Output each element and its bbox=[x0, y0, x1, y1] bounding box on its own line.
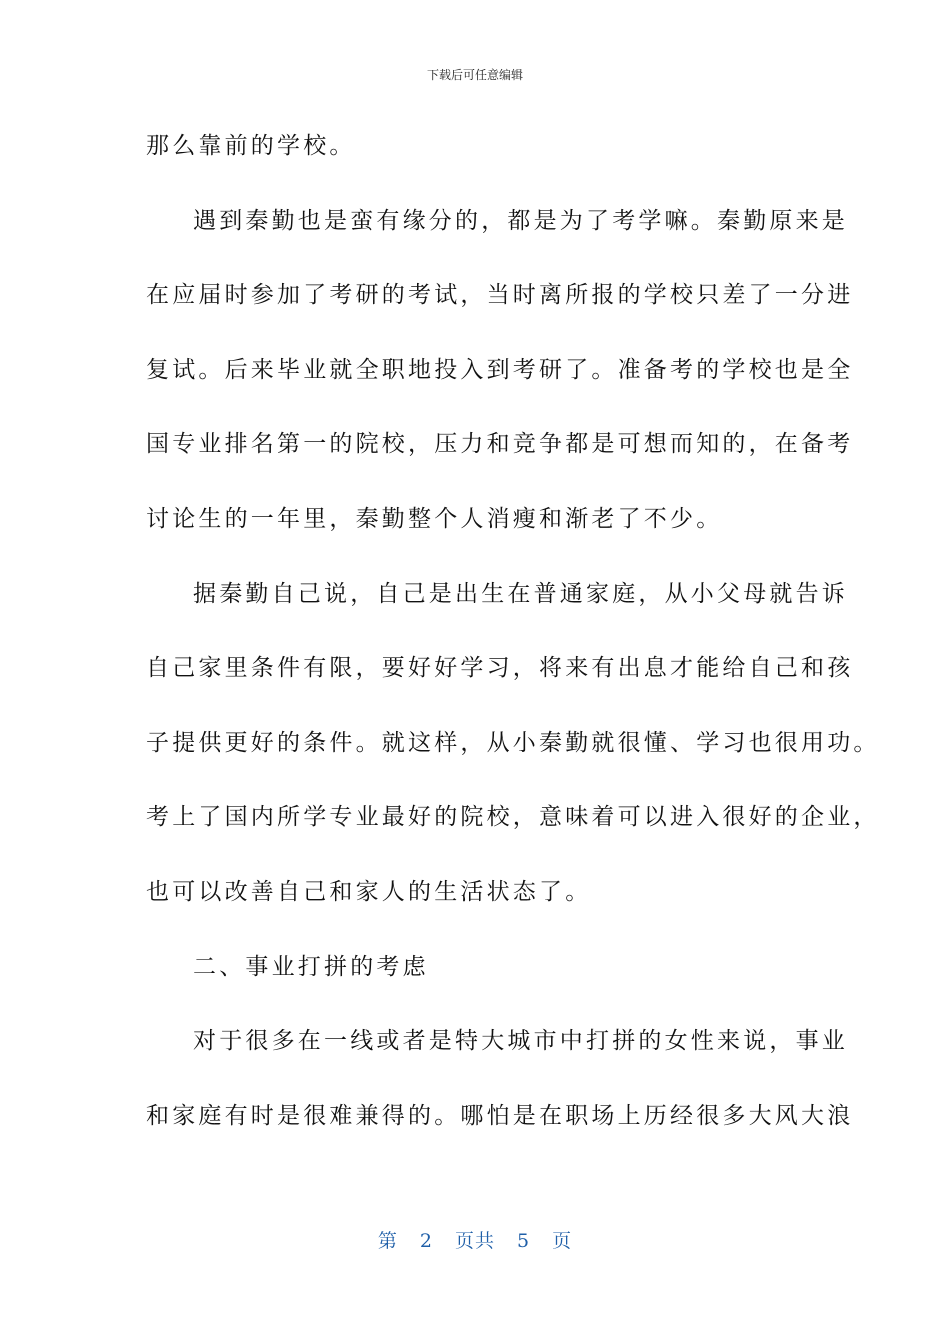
paragraph-line: 和家庭有时是很难兼得的。哪怕是在职场上历经很多大风大浪 bbox=[146, 1102, 854, 1129]
paragraph-line: 据秦勤自己说，自己是出生在普通家庭，从小父母就告诉 bbox=[193, 580, 848, 607]
total-pages: 5 bbox=[517, 1230, 531, 1252]
page-footer bbox=[0, 1226, 950, 1253]
paragraph-line: 遇到秦勤也是蛮有缘分的，都是为了考学嘛。秦勤原来是 bbox=[193, 207, 848, 234]
document-body bbox=[146, 126, 880, 1170]
paragraph-line: 自己家里条件有限，要好好学习，将来有出息才能给自己和孩 bbox=[146, 655, 854, 682]
page-middle: 页共 bbox=[454, 1230, 495, 1252]
section-heading: 二、事业打拼的考虑 bbox=[193, 953, 429, 980]
paragraph-line: 讨论生的一年里，秦勤整个人消瘦和渐老了不少。 bbox=[146, 505, 723, 532]
paragraph-line: 国专业排名第一的院校，压力和竞争都是可想而知的，在备考 bbox=[146, 431, 854, 458]
paragraph-line: 也可以改善自己和家人的生活状态了。 bbox=[146, 878, 592, 905]
paragraph-line: 子提供更好的条件。就这样，从小秦勤就很懂、学习也很用功。 bbox=[146, 729, 880, 756]
paragraph-line: 复试。后来毕业就全职地投入到考研了。准备考的学校也是全 bbox=[146, 356, 854, 383]
paragraph-line: 考上了国内所学专业最好的院校，意味着可以进入很好的企业， bbox=[146, 804, 880, 831]
page-prefix: 第 bbox=[377, 1230, 398, 1252]
paragraph-line: 在应届时参加了考研的考试，当时离所报的学校只差了一分进 bbox=[146, 282, 854, 309]
page-header: 下载后可任意编辑 bbox=[426, 68, 523, 82]
paragraph-line: 那么靠前的学校。 bbox=[146, 133, 356, 159]
page-number: 2 bbox=[419, 1230, 433, 1252]
page-suffix: 页 bbox=[552, 1230, 573, 1252]
paragraph-line: 对于很多在一线或者是特大城市中打拼的女性来说，事业 bbox=[193, 1028, 848, 1055]
